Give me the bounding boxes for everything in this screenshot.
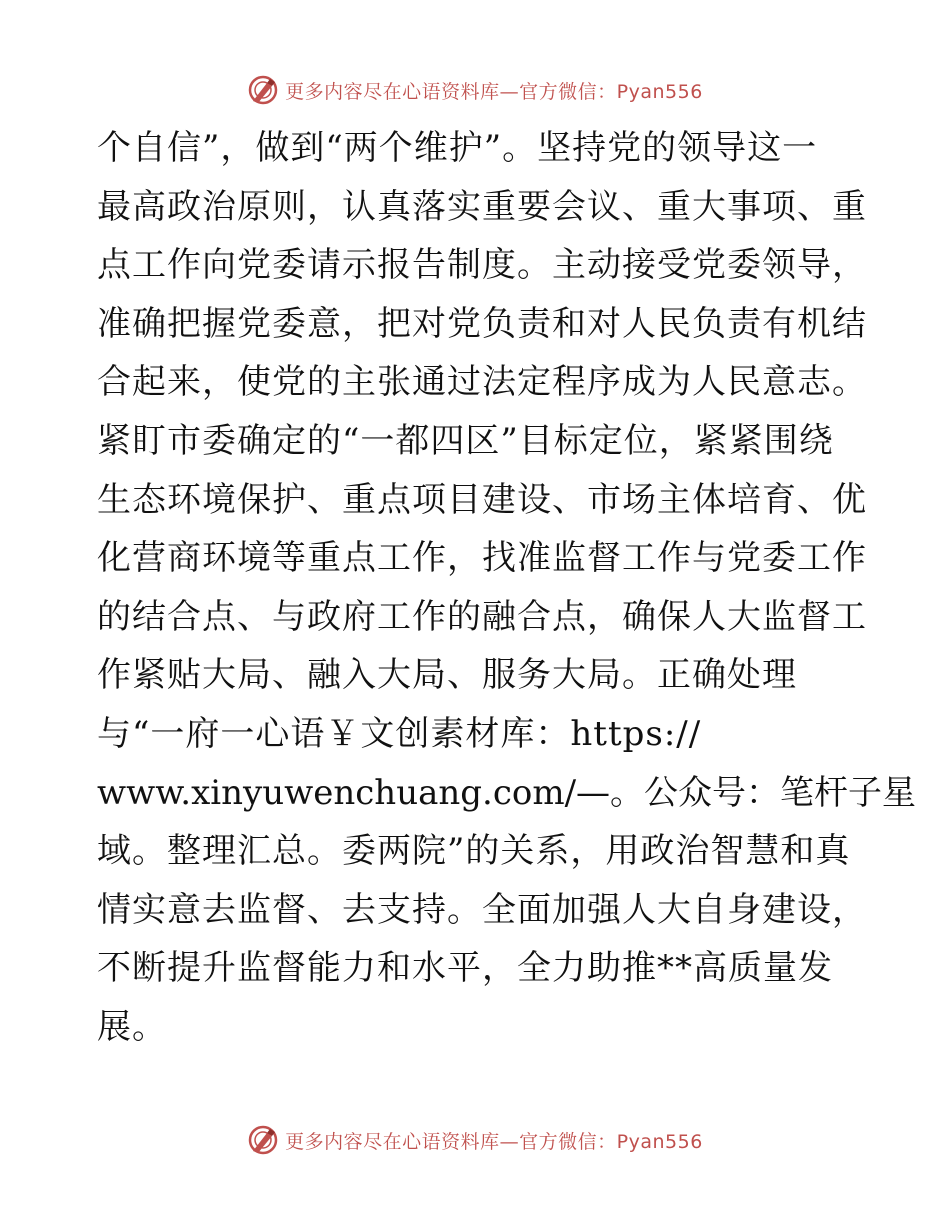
body-line: 的结合点、与政府工作的融合点，确保人大监督工 bbox=[97, 596, 867, 637]
body-line: 最高政治原则，认真落实重要会议、重大事项、重 bbox=[97, 186, 867, 227]
pen-logo-icon bbox=[247, 1124, 279, 1156]
body-line: 作紧贴大局、融入大局、服务大局。正确处理 bbox=[97, 655, 797, 696]
footer-banner-cn: 更多内容尽在心语资料库—官方微信： bbox=[285, 1130, 617, 1153]
body-line: 与“一府一心语￥文创素材库：https:// bbox=[97, 713, 702, 754]
body-line: 化营商环境等重点工作，找准监督工作与党委工作 bbox=[97, 538, 867, 579]
header-banner-cn: 更多内容尽在心语资料库—官方微信： bbox=[285, 80, 617, 103]
pen-logo-icon bbox=[247, 74, 279, 106]
body-line: 个自信”，做到“两个维护”。坚持党的领导这一 bbox=[97, 128, 818, 168]
header-banner bbox=[0, 70, 950, 110]
footer-banner bbox=[0, 1120, 950, 1160]
body-line: 域。整理汇总。委两院”的关系，用政治智慧和真 bbox=[97, 831, 851, 872]
body-line: 展。 bbox=[97, 1006, 167, 1047]
document-body bbox=[97, 119, 917, 1057]
body-line: 准确把握党委意，把对党负责和对人民负责有机结 bbox=[97, 303, 867, 344]
header-banner-text bbox=[285, 77, 703, 104]
body-line: 不断提升监督能力和水平，全力助推**高质量发 bbox=[97, 948, 833, 989]
body-line: 点工作向党委请示报告制度。主动接受党委领导， bbox=[97, 245, 867, 286]
body-line: 合起来，使党的主张通过法定程序成为人民意志。 bbox=[97, 362, 867, 403]
body-line: www.xinyuwenchuang.com/—。公众号：笔杆子星 bbox=[97, 772, 917, 813]
footer-banner-id: Pyan556 bbox=[616, 1130, 703, 1153]
body-line: 情实意去监督、去支持。全面加强人大自身建设， bbox=[97, 889, 867, 930]
body-line: 紧盯市委确定的“一都四区”目标定位，紧紧围绕 bbox=[97, 420, 834, 461]
footer-banner-text bbox=[285, 1127, 703, 1154]
header-banner-id: Pyan556 bbox=[616, 80, 703, 103]
body-line: 生态环境保护、重点项目建设、市场主体培育、优 bbox=[97, 479, 867, 520]
